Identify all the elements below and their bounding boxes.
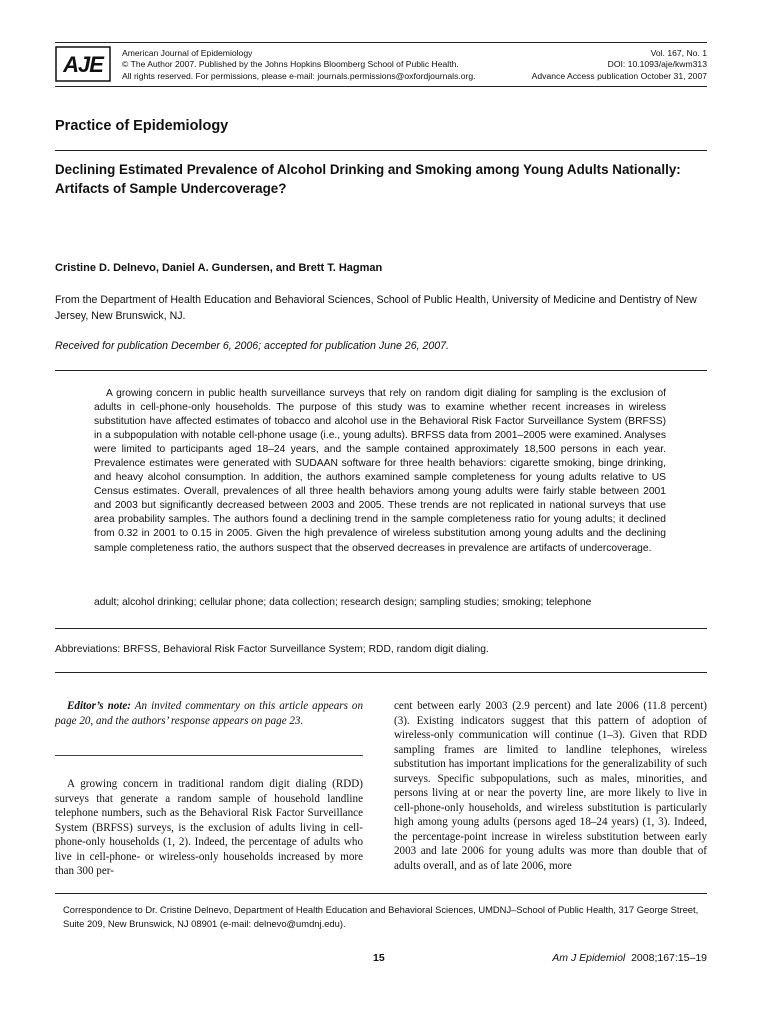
right-column-text: cent between early 2003 (2.9 percent) and late 2006 (11.8 percent) (3). Existing indicators suggest that this pattern of adoption of wireless-only communication will continue (1–3). Given that RDD sampling frames are limited to landline telephones, wireless substitution has important implications for the generalizability of such surveys. Specific subpopulations, such as males, minorities, and persons living at or near the poverty line, are more likely to live in cell-phone-only households, and wireless substitution is particularly high among young adults (persons aged 18–24 years) (1, 3). Indeed, the percentage-point increase in wireless substitution between early 2003 and late 2006 for young adults was more than double that of adults overall, and as of late 2006, more: [394, 700, 707, 873]
volume-pages: 2008;167:15–19: [625, 952, 707, 964]
advance-access-date: Advance Access publication October 31, 2007: [531, 70, 707, 81]
intro-paragraph: A growing concern in traditional random digit dialing (RDD) surveys that generate a random sample of household landline telephone numbers, such as the Behavioral Risk Factor Surveillance System (BRFSS) surveys, is the exclusion of adults living in cell-phone-only households (1, 2). Indeed, the percentage of adults who live in cell-phone- or wireless-only households increased by more than 300 per-: [55, 778, 363, 878]
volume-issue: Vol. 167, No. 1: [650, 48, 707, 58]
abbreviations-rule: [55, 672, 707, 673]
correspondence-footnote: Correspondence to Dr. Cristine Delnevo, Department of Health Education and Behavioral Sciences, UMDNJ–School of Public Health, 317 George Street, Suite 209, New Brunswick, NJ 08901 (e-mail: delnevo@umdnj.edu).: [63, 904, 699, 929]
footnote-rule: [55, 893, 707, 894]
header-journal-info: [122, 48, 476, 82]
editor-note-rule: [55, 755, 363, 756]
section-label: Practice of Epidemiology: [55, 118, 229, 134]
journal-name: American Journal of Epidemiology: [122, 48, 253, 58]
section-rule: [55, 150, 707, 151]
journal-logo: [55, 46, 111, 82]
journal-citation: [552, 952, 707, 964]
abstract-top-rule: [55, 370, 707, 371]
doi: DOI: 10.1093/aje/kwm313: [607, 59, 707, 70]
abstract: A growing concern in public health surveillance surveys that rely on random digit dialing for sampling is the exclusion of adults in cell-phone-only households. The purpose of this study was to examine whether recent increases in wireless substitution have affected estimates of tobacco and alcohol use in the Behavioral Risk Factor Surveillance System (BRFSS) in a subpopulation with notable cell-phone usage (i.e., young adults). BRFSS data from 2001–2005 were examined. Analyses were limited to participants aged 18–24 years, and the sample contained approximately 18,500 persons in each year. Prevalence estimates were generated with SUDAAN software for three health behaviors: cigarette smoking, binge drinking, and heavy alcohol consumption. In addition, the authors examined sample completeness for young adults relative to US Census estimates. Overall, prevalences of all three health behaviors among young adults were fairly stable between 2001 and 2003 but significantly decreased between 2003 and 2005. These trends are not replicated in national surveys that use area probability samples. The authors found a declining trend in the sample completeness ratio for young adults; it declined from 0.32 in 2001 to 0.15 in 2005. Given the high prevalence of wireless substitution among young adults and the declining sample completeness ratio, the authors suspect that the observed decreases in prevalence are artifacts of undercoverage.: [94, 388, 666, 554]
editor-note-text: An invited commentary on this article appears on page 20, and the authors’ response appears on page 23.: [55, 700, 363, 727]
affiliation: From the Department of Health Education and Behavioral Sciences, School of Public Health, University of Medicine and Dentistry of New Jersey, New Brunswick, NJ.: [55, 294, 697, 322]
abstract-bottom-rule: [55, 628, 707, 629]
editor-note-label: Editor’s note:: [67, 700, 131, 712]
rights-line: All rights reserved. For permissions, please e-mail: journals.permissions@oxfordjournals.org.: [122, 70, 476, 81]
journal-logo-text: AJE: [63, 52, 103, 77]
author-list: Cristine D. Delnevo, Daniel A. Gundersen, and Brett T. Hagman: [55, 262, 383, 274]
page-number: 15: [373, 952, 385, 964]
editor-note: [55, 699, 363, 728]
journal-abbrev: Am J Epidemiol: [552, 952, 626, 964]
article-title: Declining Estimated Prevalence of Alcohol Drinking and Smoking among Young Adults Nationally: Artifacts of Sample Undercoverage?: [55, 162, 681, 196]
abbreviations: Abbreviations: BRFSS, Behavioral Risk Factor Surveillance System; RDD, random digit dialing.: [55, 644, 489, 655]
copyright-line: © The Author 2007. Published by the Johns Hopkins Bloomberg School of Public Health.: [122, 59, 459, 70]
received-dates: Received for publication December 6, 2006; accepted for publication June 26, 2007.: [55, 340, 449, 352]
keywords: adult; alcohol drinking; cellular phone; data collection; research design; sampling studies; smoking; telephone: [94, 597, 592, 608]
header-publication-info: [532, 48, 707, 82]
header-top-rule: [55, 42, 707, 43]
header-bottom-rule: [55, 86, 707, 87]
